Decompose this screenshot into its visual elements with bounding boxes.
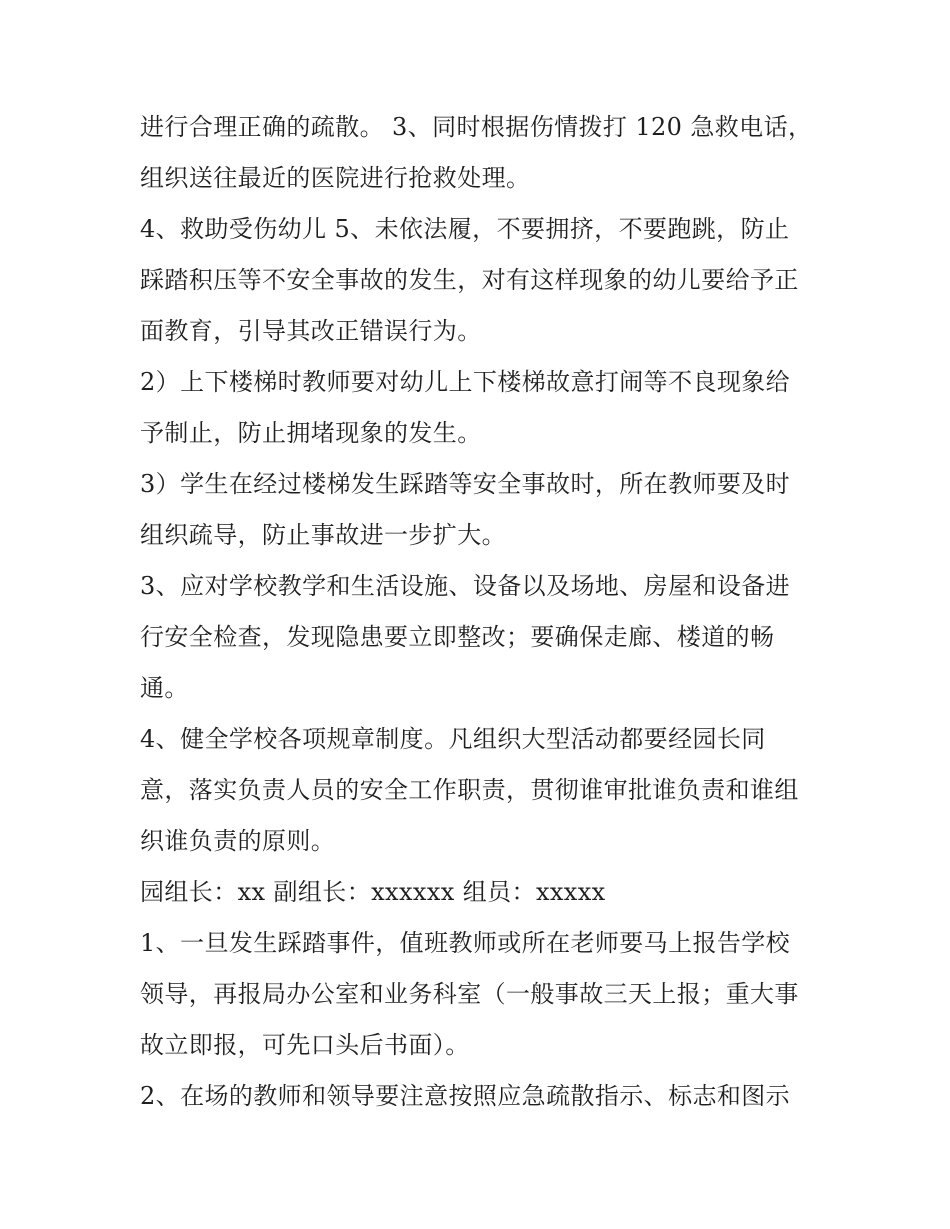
document-body — [140, 102, 820, 1122]
text-line: 意，落实负责人员的安全工作职责，贯彻谁审批谁负责和谁组 — [140, 776, 799, 804]
text-line: 4、救助受伤幼儿 5、未依法履，不要拥挤，不要跑跳，防止 — [140, 215, 790, 243]
text-line: 织谁负责的原则。 — [140, 827, 336, 855]
text-line: 组织送往最近的医院进行抢救处理。 — [140, 164, 531, 192]
text-line: 4、健全学校各项规章制度。凡组织大型活动都要经园长同 — [140, 725, 766, 753]
text-line: 领导，再报局办公室和业务科室（一般事故三天上报；重大事 — [140, 980, 799, 1008]
text-line: 通。 — [140, 674, 189, 702]
text-line: 园组长：xx 副组长：xxxxxx 组员：xxxxx — [140, 878, 606, 906]
text-line: 面教育，引导其改正错误行为。 — [140, 317, 482, 345]
text-line: 3、应对学校教学和生活设施、设备以及场地、房屋和设备进 — [140, 572, 791, 600]
text-line: 2）上下楼梯时教师要对幼儿上下楼梯故意打闹等不良现象给 — [140, 368, 791, 396]
text-line: 故立即报，可先口头后书面）。 — [140, 1031, 470, 1059]
text-line: 1、一旦发生踩踏事件，值班教师或所在老师要马上报告学校 — [140, 929, 791, 957]
text-line: 2、在场的教师和领导要注意按照应急疏散指示、标志和图示 — [140, 1082, 791, 1110]
text-line: 进行合理正确的疏散。 3、同时根据伤情拨打 120 急救电话， — [140, 113, 813, 141]
text-line: 踩踏积压等不安全事故的发生，对有这样现象的幼儿要给予正 — [140, 266, 799, 294]
text-line: 行安全检查，发现隐患要立即整改；要确保走廊、楼道的畅 — [140, 623, 775, 651]
text-line: 予制止，防止拥堵现象的发生。 — [140, 419, 482, 447]
text-line: 组织疏导，防止事故进一步扩大。 — [140, 521, 506, 549]
text-line: 3）学生在经过楼梯发生踩踏等安全事故时，所在教师要及时 — [140, 470, 791, 498]
